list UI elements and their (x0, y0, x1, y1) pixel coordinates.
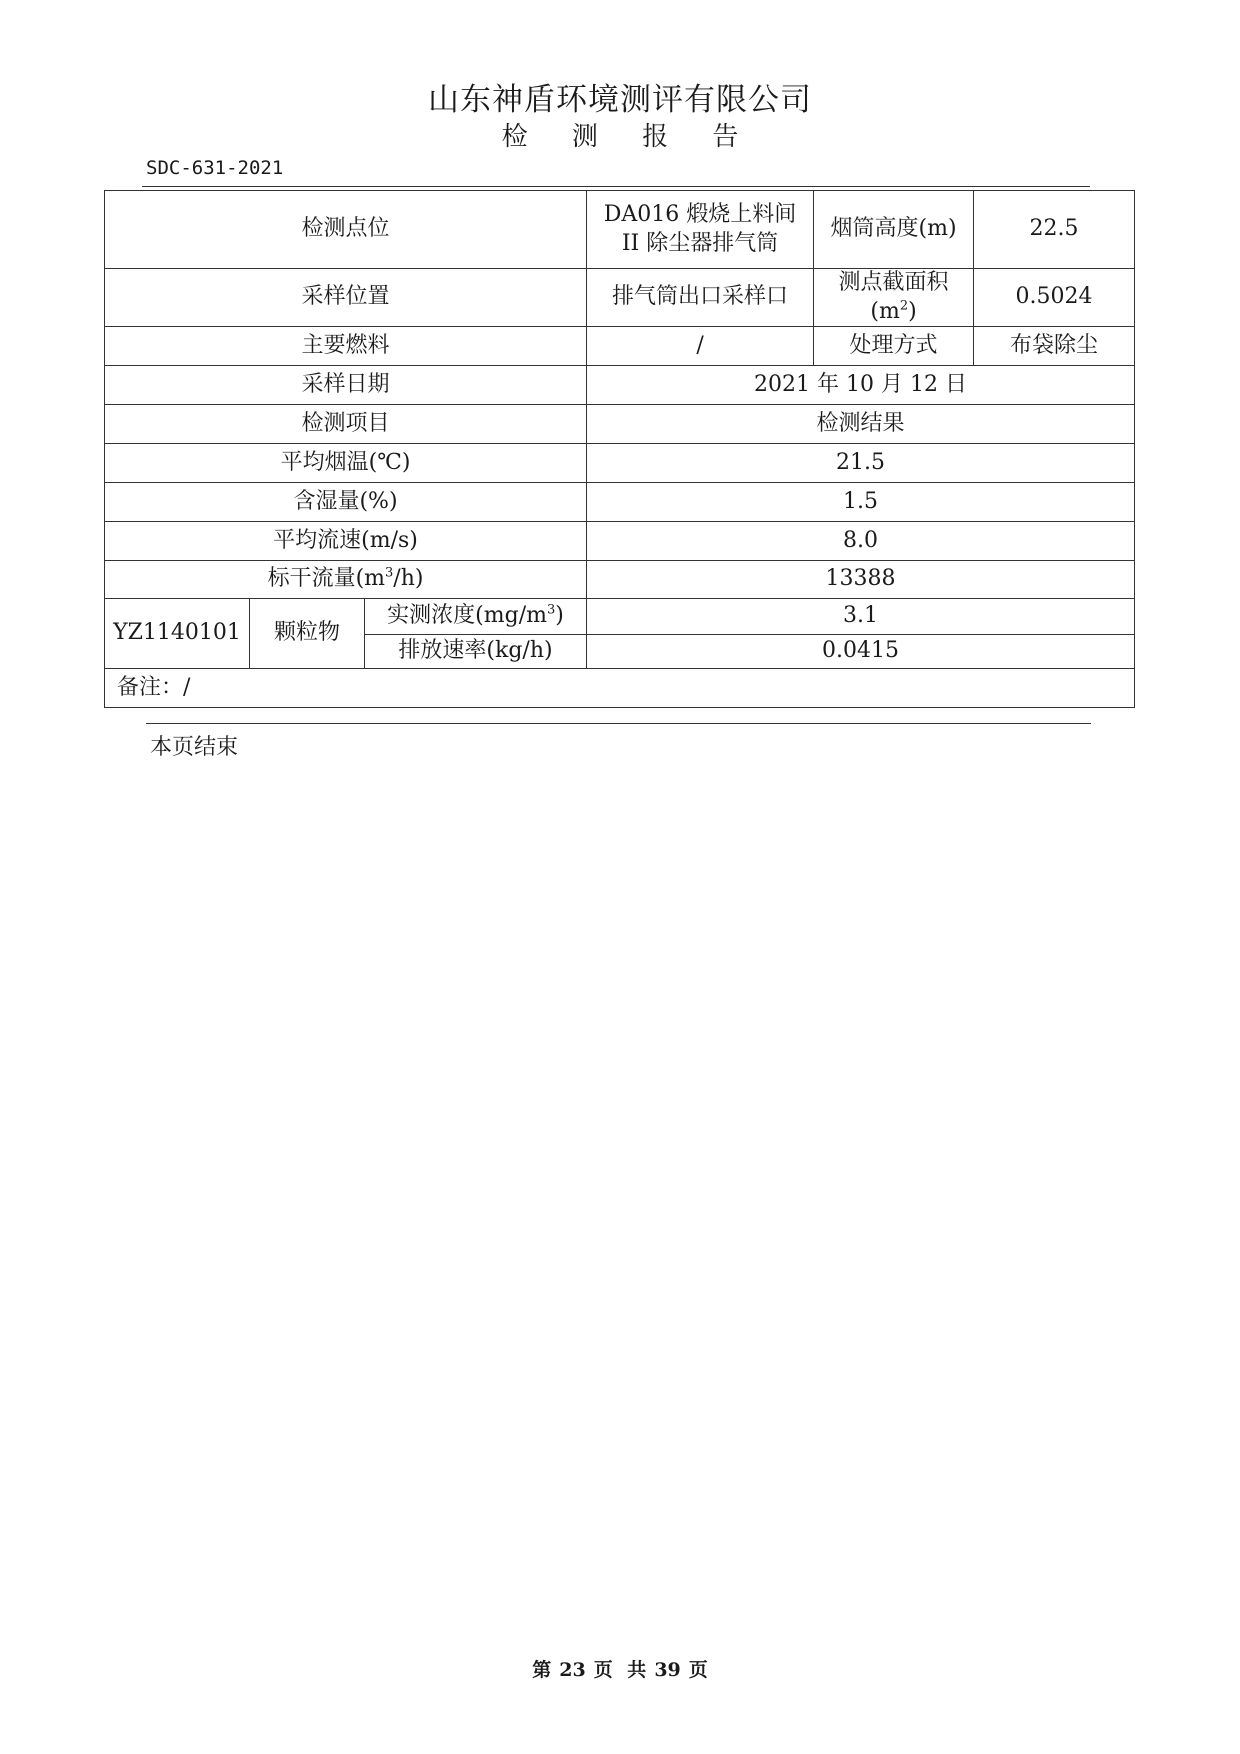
point-label: 检测点位 (105, 191, 587, 269)
flow-value: 13388 (587, 561, 1135, 599)
table-row (105, 669, 1135, 708)
concentration-value: 3.1 (587, 599, 1135, 635)
fuel-value: / (587, 327, 814, 366)
emission-rate-value: 0.0415 (587, 635, 1135, 669)
date-label: 采样日期 (105, 366, 587, 405)
result-header: 检测结果 (587, 405, 1135, 444)
date-value: 2021 年 10 月 12 日 (587, 366, 1135, 405)
point-value: DA016 煅烧上料间 II 除尘器排气筒 (587, 191, 814, 269)
moisture-label: 含湿量(%) (105, 483, 587, 522)
page-end-note: 本页结束 (150, 735, 239, 760)
document-number: SDC-631-2021 (146, 157, 284, 179)
table-row (105, 483, 1135, 522)
footer-mid: 页 共 (593, 1659, 647, 1681)
emission-rate-label: 排放速率(kg/h) (365, 635, 587, 669)
avg-velocity-value: 8.0 (587, 522, 1135, 561)
test-results-table (104, 190, 1135, 708)
table-row (105, 327, 1135, 366)
footer-page-number: 23 (559, 1659, 586, 1681)
footer-total-pages: 39 (654, 1659, 681, 1681)
treatment-label: 处理方式 (814, 327, 974, 366)
footer-suffix: 页 (688, 1659, 708, 1681)
pollutant-name: 颗粒物 (250, 599, 365, 669)
header-rule (142, 186, 1090, 187)
footer-prefix: 第 (532, 1659, 552, 1681)
concentration-label: 实测浓度$(mg/m^3)$ (365, 599, 587, 635)
table-row (105, 366, 1135, 405)
table-row (105, 599, 1135, 635)
item-header: 检测项目 (105, 405, 587, 444)
table-row (105, 522, 1135, 561)
sample-code: YZ1140101 (105, 599, 250, 669)
table-row (105, 191, 1135, 269)
sampling-position-label: 采样位置 (105, 269, 587, 327)
report-title: 检 测 报 告 (501, 122, 757, 152)
avg-temp-value: 21.5 (587, 444, 1135, 483)
table-row (105, 405, 1135, 444)
avg-temp-label: 平均烟温(℃) (105, 444, 587, 483)
page-footer (0, 1655, 1240, 1682)
stack-height-value: 22.5 (974, 191, 1135, 269)
treatment-value: 布袋除尘 (974, 327, 1135, 366)
flow-label: 标干流量$(m^3/h)$ (105, 561, 587, 599)
stack-height-label: 烟筒高度(m) (814, 191, 974, 269)
company-name: 山东神盾环境测评有限公司 (428, 82, 812, 118)
sampling-position-value: 排气筒出口采样口 (587, 269, 814, 327)
table-row (105, 269, 1135, 327)
fuel-label: 主要燃料 (105, 327, 587, 366)
end-rule (146, 723, 1091, 724)
table-row (105, 444, 1135, 483)
moisture-value: 1.5 (587, 483, 1135, 522)
avg-velocity-label: 平均流速(m/s) (105, 522, 587, 561)
section-area-label: 测点截面积$(m^2)$ (814, 269, 974, 327)
section-area-value: 0.5024 (974, 269, 1135, 327)
remark: 备注：/ (105, 669, 1135, 708)
table-row (105, 561, 1135, 599)
